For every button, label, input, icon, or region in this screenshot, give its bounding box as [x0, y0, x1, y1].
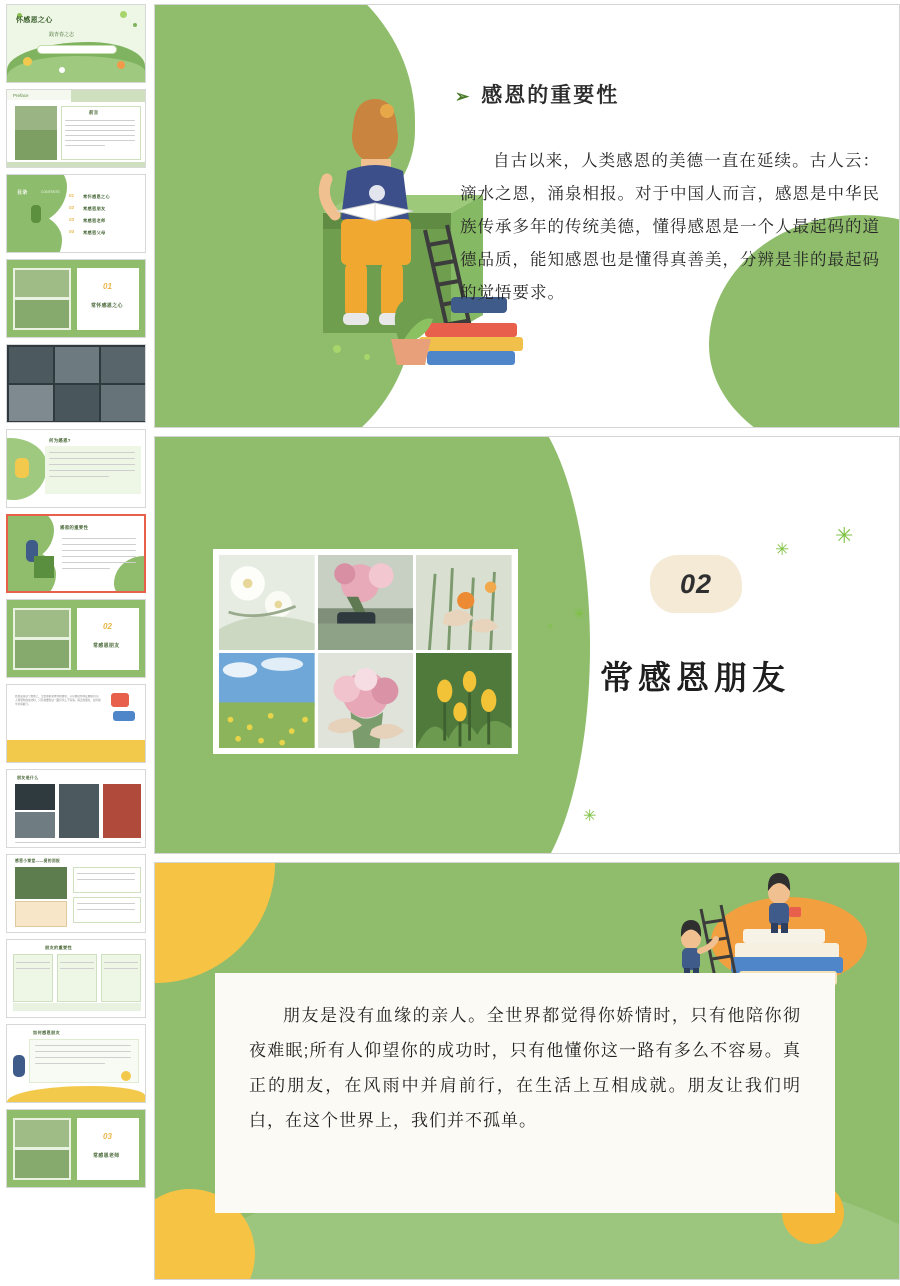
thumb-1-subtitle: 践青春之志: [49, 32, 75, 38]
photo-white-blossom: [219, 555, 315, 650]
slide-thumbnail-10[interactable]: [6, 769, 146, 848]
thumb-3-item-2: 常感恩朋友: [83, 206, 106, 211]
sparkle-icon-1: ✳: [775, 540, 790, 559]
thumb-6-title: 何为感恩?: [49, 438, 71, 443]
photo-yellow-tulips: [416, 653, 512, 748]
bullet-marker-icon: ➢: [455, 87, 472, 106]
body-text-card: [215, 973, 835, 1213]
thumb-7-title: 感恩的重要性: [60, 525, 89, 530]
thumb-3-label: CONTENTS: [41, 190, 60, 194]
thumb-8-number: 02: [103, 622, 112, 631]
thumb-14-number: 03: [103, 1132, 112, 1141]
thumb-3-item-3: 常感恩老师: [83, 218, 106, 223]
thumb-2-title: 前言: [89, 110, 99, 115]
slide-view-meaning-of-friends[interactable]: [154, 862, 900, 1280]
slide-thumbnail-4[interactable]: [6, 259, 146, 338]
thumb-1-title: 怀感恩之心: [16, 17, 53, 24]
thumb-11-title: 感恩小课堂——爱的回报: [15, 859, 61, 863]
photo-hands-orange-flower: [416, 555, 512, 650]
slide-thumbnail-12[interactable]: [6, 939, 146, 1018]
sparkle-icon-5: ✳: [583, 808, 597, 825]
thumb-4-title: 常怀感恩之心: [91, 303, 123, 309]
thumb-12-title: 朋友的重要性: [45, 945, 72, 950]
slide-title: [455, 79, 619, 109]
slide-body-text: 朋友是没有血缘的亲人。全世界都觉得你娇情时，只有他陪你彻夜难眠;所有人仰望你的成功时，只有他懂你这一路有多么不容易。真正的朋友，在风雨中并肩前行，在生活上互相成就。朋友让我们明白，在这个世界上，我们并不孤单。: [249, 1006, 801, 1130]
photo-florist-bouquet: [318, 555, 414, 650]
slide-thumbnail-1[interactable]: [6, 4, 146, 83]
slide-thumbnail-7[interactable]: [6, 514, 146, 593]
slide-thumbnail-2[interactable]: [6, 89, 146, 168]
sparkle-icon-4: ✳: [547, 622, 554, 631]
slide-thumbnail-6[interactable]: [6, 429, 146, 508]
section-heading: 常感恩朋友: [600, 659, 790, 696]
sparkle-icon-2: ✳: [835, 523, 854, 548]
thumb-3-num-2: 02: [69, 205, 75, 210]
thumb-3-num-1: 01: [69, 193, 75, 198]
thumb-14-title: 常感恩老师: [93, 1153, 120, 1159]
slide-thumbnail-9[interactable]: 感恩是是这个地球上，全世界都觉得你娇情时，只有他陪你彻夜难眠;所有人仰望你的成功时，只有他懂你这一路有多么不容易。真正的朋友，在风雨中并肩前行。: [6, 684, 146, 763]
slide-editor-area: [152, 0, 900, 1286]
slide-thumbnail-11[interactable]: [6, 854, 146, 933]
thumb-8-title: 常感恩朋友: [93, 643, 120, 649]
slide-view-section-friends[interactable]: [154, 436, 900, 854]
slide-thumbnail-14[interactable]: [6, 1109, 146, 1188]
thumb-3-num-4: 04: [69, 229, 75, 234]
thumb-4-number: 01: [103, 282, 112, 291]
slide-thumbnail-5[interactable]: [6, 344, 146, 423]
section-number-badge: [650, 555, 742, 613]
thumb-3-item-1: 常怀感恩之心: [83, 194, 110, 199]
thumb-13-title: 如何感恩朋友: [33, 1030, 60, 1035]
slide-thumbnail-3[interactable]: [6, 174, 146, 253]
section-number: 02: [679, 568, 713, 599]
slide-title-text: 感恩的重要性: [481, 84, 620, 107]
slide-thumbnail-8[interactable]: [6, 599, 146, 678]
slide-thumbnail-13[interactable]: [6, 1024, 146, 1103]
photo-pink-bouquet-hands: [318, 653, 414, 748]
sparkle-icon-3: ✳: [573, 606, 586, 623]
photo-grid: [213, 549, 518, 754]
thumb-10-title: 朋友是什么: [17, 775, 39, 780]
slide-view-importance-of-gratitude[interactable]: [154, 4, 900, 428]
thumb-3-title: 目录: [17, 190, 28, 196]
thumb-2-label: Preface: [13, 93, 29, 98]
photo-meadow-blue-sky: [219, 653, 315, 748]
thumb-3-num-3: 03: [69, 217, 75, 222]
thumb-3-item-4: 常感恩父母: [83, 230, 106, 235]
slide-body-text: 自古以来，人类感恩的美德一直在延续。古人云：滴水之恩，涌泉相报。对于中国人而言，感恩是中华民族传承多年的传统美德，懂得感恩是一个人最起码的道德品质，能知感恩也是懂得真善美，分辨是非的最起码的觉悟要求。: [460, 152, 880, 302]
slide-thumbnail-panel[interactable]: [0, 0, 152, 1286]
